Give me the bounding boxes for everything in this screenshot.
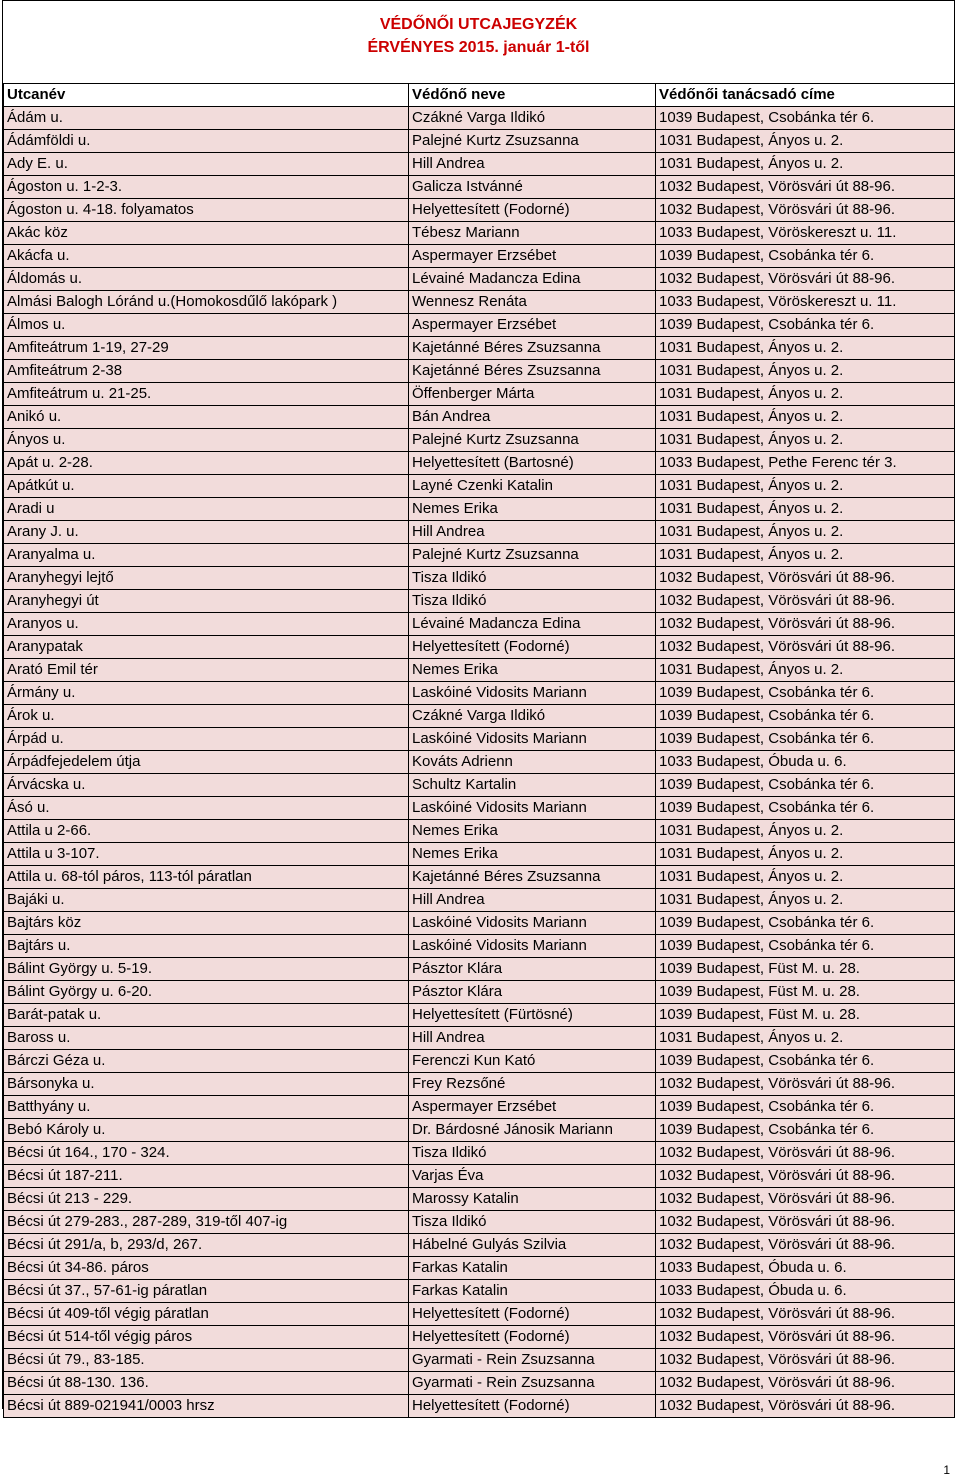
table-body — [4, 107, 955, 1418]
address-cell: 1039 Budapest, Csobánka tér 6. — [656, 1096, 955, 1119]
table-row — [4, 245, 955, 268]
address-cell: 1031 Budapest, Ányos u. 2. — [656, 475, 955, 498]
street-cell: Akácfa u. — [4, 245, 409, 268]
document-title: VÉDŐNŐI UTCAJEGYZÉK — [379, 16, 578, 33]
nurse-cell: Hill Andrea — [409, 521, 656, 544]
street-cell: Bécsi út 34-86. páros — [4, 1257, 409, 1280]
nurse-cell: Helyettesített (Bartosné) — [409, 452, 656, 475]
table-row — [4, 1257, 955, 1280]
table-row — [4, 429, 955, 452]
table-row — [4, 866, 955, 889]
nurse-cell: Wennesz Renáta — [409, 291, 656, 314]
nurse-cell: Schultz Kartalin — [409, 774, 656, 797]
address-cell: 1031 Budapest, Ányos u. 2. — [656, 1027, 955, 1050]
table-row — [4, 1372, 955, 1395]
street-cell: Áldomás u. — [4, 268, 409, 291]
address-cell: 1032 Budapest, Vörösvári út 88-96. — [656, 176, 955, 199]
nurse-cell: Lévainé Madancza Edina — [409, 268, 656, 291]
address-cell: 1031 Budapest, Ányos u. 2. — [656, 659, 955, 682]
address-cell: 1032 Budapest, Vörösvári út 88-96. — [656, 590, 955, 613]
nurse-cell: Aspermayer Erzsébet — [409, 314, 656, 337]
street-cell: Bajtárs köz — [4, 912, 409, 935]
address-cell: 1039 Budapest, Csobánka tér 6. — [656, 1119, 955, 1142]
table-row — [4, 1326, 955, 1349]
nurse-cell: Kajetánné Béres Zsuzsanna — [409, 866, 656, 889]
street-cell: Amfiteátrum u. 21-25. — [4, 383, 409, 406]
address-cell: 1033 Budapest, Óbuda u. 6. — [656, 1280, 955, 1303]
street-cell: Aranyos u. — [4, 613, 409, 636]
table-row — [4, 1119, 955, 1142]
address-cell: 1039 Budapest, Csobánka tér 6. — [656, 912, 955, 935]
street-cell: Barát-patak u. — [4, 1004, 409, 1027]
street-cell: Ágoston u. 1-2-3. — [4, 176, 409, 199]
table-row — [4, 1280, 955, 1303]
address-cell: 1032 Budapest, Vörösvári út 88-96. — [656, 1234, 955, 1257]
table-row — [4, 1188, 955, 1211]
page-number: 1 — [943, 1463, 950, 1477]
nurse-cell: Nemes Erika — [409, 659, 656, 682]
table-row — [4, 1234, 955, 1257]
address-cell: 1032 Budapest, Vörösvári út 88-96. — [656, 1142, 955, 1165]
column-header-street: Utcanév — [4, 84, 409, 107]
street-cell: Amfiteátrum 2-38 — [4, 360, 409, 383]
nurse-cell: Palejné Kurtz Zsuzsanna — [409, 544, 656, 567]
table-row — [4, 406, 955, 429]
nurse-cell: Tisza Ildikó — [409, 1211, 656, 1234]
address-cell: 1039 Budapest, Csobánka tér 6. — [656, 682, 955, 705]
address-cell: 1031 Budapest, Ányos u. 2. — [656, 843, 955, 866]
nurse-cell: Helyettesített (Fodorné) — [409, 199, 656, 222]
table-row — [4, 1395, 955, 1418]
table-row — [4, 797, 955, 820]
nurse-cell: Tisza Ildikó — [409, 590, 656, 613]
table-row — [4, 1142, 955, 1165]
table-row — [4, 130, 955, 153]
table-row — [4, 912, 955, 935]
nurse-cell: Ferenczi Kun Kató — [409, 1050, 656, 1073]
street-cell: Arató Emil tér — [4, 659, 409, 682]
address-cell: 1031 Budapest, Ányos u. 2. — [656, 153, 955, 176]
address-cell: 1032 Budapest, Vörösvári út 88-96. — [656, 1073, 955, 1096]
street-cell: Bécsi út 187-211. — [4, 1165, 409, 1188]
nurse-cell: Lévainé Madancza Edina — [409, 613, 656, 636]
nurse-cell: Kováts Adrienn — [409, 751, 656, 774]
address-cell: 1031 Budapest, Ányos u. 2. — [656, 889, 955, 912]
nurse-cell: Kajetánné Béres Zsuzsanna — [409, 360, 656, 383]
street-cell: Bebó Károly u. — [4, 1119, 409, 1142]
nurse-cell: Czákné Varga Ildikó — [409, 107, 656, 130]
street-cell: Bécsi út 164., 170 - 324. — [4, 1142, 409, 1165]
street-cell: Bécsi út 79., 83-185. — [4, 1349, 409, 1372]
street-cell: Bálint György u. 6-20. — [4, 981, 409, 1004]
street-cell: Akác köz — [4, 222, 409, 245]
street-cell: Bécsi út 37., 57-61-ig páratlan — [4, 1280, 409, 1303]
table-header — [4, 84, 955, 107]
nurse-cell: Farkas Katalin — [409, 1280, 656, 1303]
table-row — [4, 1349, 955, 1372]
address-cell: 1039 Budapest, Füst M. u. 28. — [656, 981, 955, 1004]
nurse-cell: Pásztor Klára — [409, 981, 656, 1004]
table-row — [4, 751, 955, 774]
table-row — [4, 291, 955, 314]
address-cell: 1039 Budapest, Csobánka tér 6. — [656, 314, 955, 337]
street-cell: Apát u. 2-28. — [4, 452, 409, 475]
table-row — [4, 199, 955, 222]
nurse-cell: Helyettesített (Fodorné) — [409, 1326, 656, 1349]
nurse-cell: Marossy Katalin — [409, 1188, 656, 1211]
nurse-cell: Öffenberger Márta — [409, 383, 656, 406]
nurse-cell: Tisza Ildikó — [409, 567, 656, 590]
nurse-cell: Nemes Erika — [409, 820, 656, 843]
address-cell: 1032 Budapest, Vörösvári út 88-96. — [656, 1326, 955, 1349]
table-row — [4, 314, 955, 337]
nurse-cell: Laskóiné Vidosits Mariann — [409, 682, 656, 705]
nurse-cell: Pásztor Klára — [409, 958, 656, 981]
address-cell: 1031 Budapest, Ányos u. 2. — [656, 337, 955, 360]
address-cell: 1031 Budapest, Ányos u. 2. — [656, 383, 955, 406]
street-cell: Ady E. u. — [4, 153, 409, 176]
street-cell: Attila u 2-66. — [4, 820, 409, 843]
nurse-cell: Helyettesített (Fodorné) — [409, 636, 656, 659]
table-row — [4, 498, 955, 521]
street-cell: Bárczi Géza u. — [4, 1050, 409, 1073]
address-cell: 1031 Budapest, Ányos u. 2. — [656, 544, 955, 567]
address-cell: 1039 Budapest, Csobánka tér 6. — [656, 705, 955, 728]
address-cell: 1031 Budapest, Ányos u. 2. — [656, 498, 955, 521]
address-cell: 1039 Budapest, Csobánka tér 6. — [656, 728, 955, 751]
street-cell: Amfiteátrum 1-19, 27-29 — [4, 337, 409, 360]
table-row — [4, 659, 955, 682]
document-sheet — [2, 0, 955, 1414]
address-cell: 1032 Budapest, Vörösvári út 88-96. — [656, 1188, 955, 1211]
table-row — [4, 613, 955, 636]
table-row — [4, 1211, 955, 1234]
street-cell: Bajáki u. — [4, 889, 409, 912]
address-cell: 1039 Budapest, Csobánka tér 6. — [656, 774, 955, 797]
address-cell: 1032 Budapest, Vörösvári út 88-96. — [656, 1211, 955, 1234]
street-cell: Bálint György u. 5-19. — [4, 958, 409, 981]
table-row — [4, 728, 955, 751]
table-row — [4, 1027, 955, 1050]
address-cell: 1032 Budapest, Vörösvári út 88-96. — [656, 199, 955, 222]
nurse-cell: Gyarmati - Rein Zsuzsanna — [409, 1372, 656, 1395]
nurse-cell: Nemes Erika — [409, 498, 656, 521]
table-row — [4, 153, 955, 176]
nurse-cell: Tisza Ildikó — [409, 1142, 656, 1165]
street-cell: Aranypatak — [4, 636, 409, 659]
table-row — [4, 268, 955, 291]
street-cell: Árvácska u. — [4, 774, 409, 797]
street-cell: Árpádfejedelem útja — [4, 751, 409, 774]
address-cell: 1039 Budapest, Füst M. u. 28. — [656, 958, 955, 981]
address-cell: 1032 Budapest, Vörösvári út 88-96. — [656, 268, 955, 291]
address-cell: 1032 Budapest, Vörösvári út 88-96. — [656, 1372, 955, 1395]
nurse-cell: Laskóiné Vidosits Mariann — [409, 912, 656, 935]
nurse-cell: Nemes Erika — [409, 843, 656, 866]
table-row — [4, 820, 955, 843]
nurse-cell: Laskóiné Vidosits Mariann — [409, 728, 656, 751]
address-cell: 1033 Budapest, Vöröskereszt u. 11. — [656, 291, 955, 314]
table-row — [4, 958, 955, 981]
address-cell: 1039 Budapest, Csobánka tér 6. — [656, 245, 955, 268]
address-cell: 1031 Budapest, Ányos u. 2. — [656, 406, 955, 429]
address-cell: 1033 Budapest, Óbuda u. 6. — [656, 751, 955, 774]
table-row — [4, 1165, 955, 1188]
nurse-cell: Hill Andrea — [409, 1027, 656, 1050]
address-cell: 1031 Budapest, Ányos u. 2. — [656, 866, 955, 889]
table-row — [4, 452, 955, 475]
table-row — [4, 1096, 955, 1119]
street-cell: Anikó u. — [4, 406, 409, 429]
nurse-cell: Czákné Varga Ildikó — [409, 705, 656, 728]
street-cell: Ádám u. — [4, 107, 409, 130]
table-row — [4, 981, 955, 1004]
column-header-nurse: Védőnő neve — [409, 84, 656, 107]
street-cell: Bécsi út 88-130. 136. — [4, 1372, 409, 1395]
nurse-cell: Hábelné Gulyás Szilvia — [409, 1234, 656, 1257]
table-row — [4, 935, 955, 958]
nurse-cell: Helyettesített (Fodorné) — [409, 1303, 656, 1326]
address-cell: 1031 Budapest, Ányos u. 2. — [656, 429, 955, 452]
street-cell: Attila u 3-107. — [4, 843, 409, 866]
street-cell: Aranyhegyi út — [4, 590, 409, 613]
nurse-cell: Varjas Éva — [409, 1165, 656, 1188]
table-row — [4, 544, 955, 567]
table-row — [4, 337, 955, 360]
column-header-address: Védőnői tanácsadó címe — [656, 84, 955, 107]
address-cell: 1031 Budapest, Ányos u. 2. — [656, 521, 955, 544]
header-row — [4, 84, 955, 107]
street-cell: Batthyány u. — [4, 1096, 409, 1119]
table-row — [4, 107, 955, 130]
nurse-cell: Hill Andrea — [409, 889, 656, 912]
street-cell: Aranyhegyi lejtő — [4, 567, 409, 590]
address-cell: 1032 Budapest, Vörösvári út 88-96. — [656, 1165, 955, 1188]
address-cell: 1039 Budapest, Csobánka tér 6. — [656, 107, 955, 130]
table-row — [4, 222, 955, 245]
table-row — [4, 475, 955, 498]
table-row — [4, 889, 955, 912]
nurse-cell: Helyettesített (Fürtösné) — [409, 1004, 656, 1027]
nurse-cell: Palejné Kurtz Zsuzsanna — [409, 130, 656, 153]
nurse-cell: Hill Andrea — [409, 153, 656, 176]
nurse-cell: Farkas Katalin — [409, 1257, 656, 1280]
address-cell: 1032 Budapest, Vörösvári út 88-96. — [656, 1303, 955, 1326]
street-cell: Ágoston u. 4-18. folyamatos — [4, 199, 409, 222]
address-cell: 1031 Budapest, Ányos u. 2. — [656, 360, 955, 383]
address-cell: 1032 Budapest, Vörösvári út 88-96. — [656, 567, 955, 590]
nurse-cell: Tébesz Mariann — [409, 222, 656, 245]
street-cell: Árpád u. — [4, 728, 409, 751]
street-cell: Arany J. u. — [4, 521, 409, 544]
nurse-cell: Dr. Bárdosné Jánosik Mariann — [409, 1119, 656, 1142]
table-row — [4, 1303, 955, 1326]
street-cell: Ányos u. — [4, 429, 409, 452]
nurse-cell: Laskóiné Vidosits Mariann — [409, 797, 656, 820]
address-cell: 1039 Budapest, Csobánka tér 6. — [656, 797, 955, 820]
street-cell: Ármány u. — [4, 682, 409, 705]
nurse-cell: Laskóiné Vidosits Mariann — [409, 935, 656, 958]
nurse-cell: Frey Rezsőné — [409, 1073, 656, 1096]
street-cell: Bársonyka u. — [4, 1073, 409, 1096]
nurse-cell: Helyettesített (Fodorné) — [409, 1395, 656, 1418]
table-row — [4, 521, 955, 544]
street-cell: Álmos u. — [4, 314, 409, 337]
nurse-cell: Bán Andrea — [409, 406, 656, 429]
nurse-cell: Aspermayer Erzsébet — [409, 245, 656, 268]
nurse-cell: Galicza Istvánné — [409, 176, 656, 199]
table-row — [4, 843, 955, 866]
street-cell: Apátkút u. — [4, 475, 409, 498]
street-cell: Ádámföldi u. — [4, 130, 409, 153]
nurse-cell: Aspermayer Erzsébet — [409, 1096, 656, 1119]
street-cell: Almási Balogh Lóránd u.(Homokosdűlő lakópark ) — [4, 291, 409, 314]
nurse-cell: Kajetánné Béres Zsuzsanna — [409, 337, 656, 360]
table-row — [4, 705, 955, 728]
street-cell: Attila u. 68-tól páros, 113-tól páratlan — [4, 866, 409, 889]
address-cell: 1032 Budapest, Vörösvári út 88-96. — [656, 1395, 955, 1418]
table-row — [4, 567, 955, 590]
table-row — [4, 636, 955, 659]
street-cell: Bajtárs u. — [4, 935, 409, 958]
address-cell: 1039 Budapest, Füst M. u. 28. — [656, 1004, 955, 1027]
street-cell: Árok u. — [4, 705, 409, 728]
nurse-cell: Gyarmati - Rein Zsuzsanna — [409, 1349, 656, 1372]
address-cell: 1032 Budapest, Vörösvári út 88-96. — [656, 613, 955, 636]
street-cell: Bécsi út 213 - 229. — [4, 1188, 409, 1211]
street-cell: Baross u. — [4, 1027, 409, 1050]
street-cell: Aradi u — [4, 498, 409, 521]
document-subtitle: ÉRVÉNYES 2015. január 1-től — [367, 39, 590, 56]
table-row — [4, 176, 955, 199]
address-cell: 1033 Budapest, Óbuda u. 6. — [656, 1257, 955, 1280]
table-row — [4, 1050, 955, 1073]
address-cell: 1039 Budapest, Csobánka tér 6. — [656, 1050, 955, 1073]
street-cell: Aranyalma u. — [4, 544, 409, 567]
address-cell: 1031 Budapest, Ányos u. 2. — [656, 820, 955, 843]
street-cell: Bécsi út 889-021941/0003 hrsz — [4, 1395, 409, 1418]
address-cell: 1031 Budapest, Ányos u. 2. — [656, 130, 955, 153]
street-cell: Bécsi út 291/a, b, 293/d, 267. — [4, 1234, 409, 1257]
table-row — [4, 383, 955, 406]
address-cell: 1032 Budapest, Vörösvári út 88-96. — [656, 636, 955, 659]
nurse-cell: Palejné Kurtz Zsuzsanna — [409, 429, 656, 452]
street-register-table — [3, 83, 955, 1418]
address-cell: 1033 Budapest, Vöröskereszt u. 11. — [656, 222, 955, 245]
table-row — [4, 590, 955, 613]
address-cell: 1039 Budapest, Csobánka tér 6. — [656, 935, 955, 958]
street-cell: Bécsi út 514-től végig páros — [4, 1326, 409, 1349]
nurse-cell: Layné Czenki Katalin — [409, 475, 656, 498]
table-row — [4, 774, 955, 797]
street-cell: Ásó u. — [4, 797, 409, 820]
table-row — [4, 360, 955, 383]
table-row — [4, 1073, 955, 1096]
street-cell: Bécsi út 409-től végig páratlan — [4, 1303, 409, 1326]
street-cell: Bécsi út 279-283., 287-289, 319-től 407-ig — [4, 1211, 409, 1234]
table-row — [4, 682, 955, 705]
address-cell: 1032 Budapest, Vörösvári út 88-96. — [656, 1349, 955, 1372]
address-cell: 1033 Budapest, Pethe Ferenc tér 3. — [656, 452, 955, 475]
table-row — [4, 1004, 955, 1027]
